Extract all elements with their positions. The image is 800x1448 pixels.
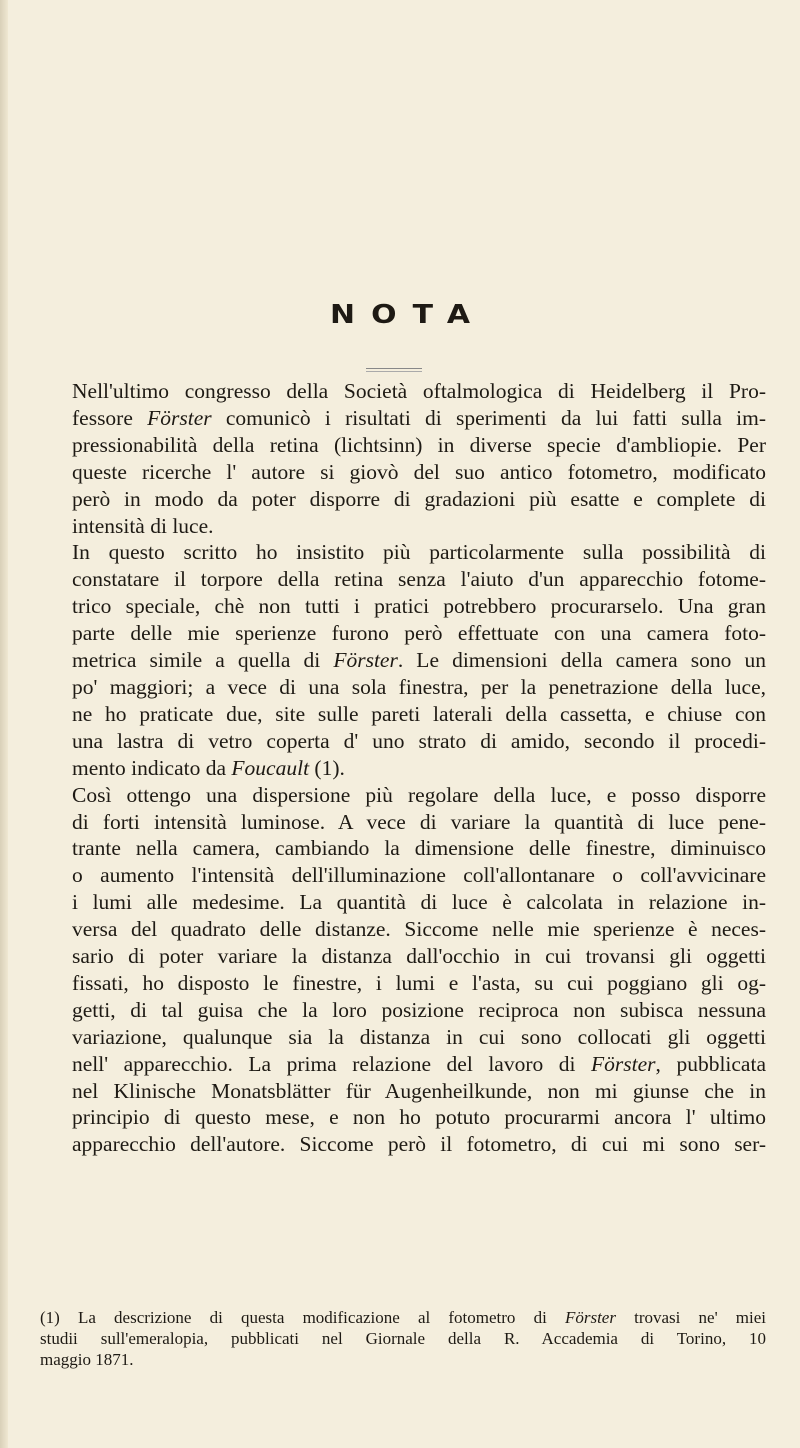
text-line: apparecchio dell'autore. Siccome però il fotometro, di cui mi sono ser- bbox=[72, 1132, 766, 1157]
footnote bbox=[40, 1307, 766, 1370]
footnote-line: maggio 1871. bbox=[40, 1350, 134, 1369]
text-line: metrica simile a quella di Förster. Le dimensioni della camera sono un bbox=[72, 648, 766, 673]
text-line: parte delle mie sperienze furono però effettuate con una camera foto- bbox=[72, 621, 766, 646]
text-line: una lastra di vetro coperta d' uno strato di amido, secondo il procedi- bbox=[72, 728, 766, 753]
text-line: però in modo da poter disporre di gradazioni più esatte e complete di bbox=[72, 486, 766, 511]
paragraph-2 bbox=[40, 539, 766, 781]
text-line: principio di questo mese, e non ho potuto procurarmi ancora l' ultimo bbox=[72, 1105, 766, 1130]
text-line: queste ricerche l' autore si giovò del suo antico fotometro, modificato bbox=[72, 459, 766, 484]
text-line: variazione, qualunque sia la distanza in cui sono collocati gli oggetti bbox=[72, 1024, 766, 1049]
text-line: trico speciale, chè non tutti i pratici potrebbero procurarselo. Una gran bbox=[72, 594, 766, 619]
footnote-line: (1) La descrizione di questa modificazione al fotometro di Förster trovasi ne' miei bbox=[40, 1308, 767, 1327]
page-title: NOTA bbox=[330, 300, 487, 330]
text-line: o aumento l'intensità dell'illuminazione coll'allontanare o coll'avvicinare bbox=[72, 863, 766, 888]
text-line: Nell'ultimo congresso della Società oftalmologica di Heidelberg il Pro- bbox=[72, 379, 766, 403]
paragraph-1 bbox=[40, 378, 766, 539]
body-text bbox=[40, 378, 766, 1158]
title-rule bbox=[366, 368, 422, 372]
text-line: constatare il torpore della retina senza l'aiuto d'un apparecchio fotome- bbox=[72, 567, 766, 592]
text-line: nel Klinische Monatsblätter für Augenheilkunde, non mi giunse che in bbox=[72, 1078, 766, 1103]
text-line: di forti intensità luminose. A vece di variare la quantità di luce pene- bbox=[72, 809, 766, 834]
text-line: In questo scritto ho insistito più particolarmente sulla possibilità di bbox=[72, 540, 766, 565]
text-line: i lumi alle medesime. La quantità di luce è calcolata in relazione in- bbox=[72, 890, 766, 915]
footnote-line: studii sull'emeralopia, pubblicati nel Giornale della R. Accademia di Torino, 10 bbox=[40, 1329, 766, 1348]
text-line: fissati, ho disposto le finestre, i lumi e l'asta, su cui poggiano gli og- bbox=[72, 970, 766, 995]
text-line: versa del quadrato delle distanze. Siccome nelle mie sperienze è neces- bbox=[72, 917, 766, 942]
text-line: sario di poter variare la distanza dall'occhio in cui trovansi gli oggetti bbox=[72, 944, 766, 969]
text-line: fessore Förster comunicò i risultati di sperimenti da lui fatti sulla im- bbox=[72, 405, 767, 430]
page-edge bbox=[0, 0, 8, 1448]
text-line: intensità di luce. bbox=[72, 513, 214, 538]
text-line: mento indicato da Foucault (1). bbox=[72, 755, 345, 780]
paragraph-3 bbox=[40, 782, 766, 1159]
text-line: po' maggiori; a vece di una sola finestra, per la penetrazione della luce, bbox=[72, 674, 766, 699]
text-line: pressionabilità della retina (lichtsinn) in diverse specie d'ambliopie. Per bbox=[72, 432, 766, 457]
text-line: trante nella camera, cambiando la dimensione delle finestre, diminuisco bbox=[72, 836, 766, 861]
text-line: getti, di tal guisa che la loro posizione reciproca non subisca nessuna bbox=[72, 997, 766, 1022]
text-line: Così ottengo una dispersione più regolare della luce, e posso disporre bbox=[72, 782, 766, 807]
text-line: ne ho praticate due, site sulle pareti laterali della cassetta, e chiuse con bbox=[72, 701, 766, 726]
text-line: nell' apparecchio. La prima relazione del lavoro di Förster, pubblicata bbox=[72, 1051, 766, 1076]
